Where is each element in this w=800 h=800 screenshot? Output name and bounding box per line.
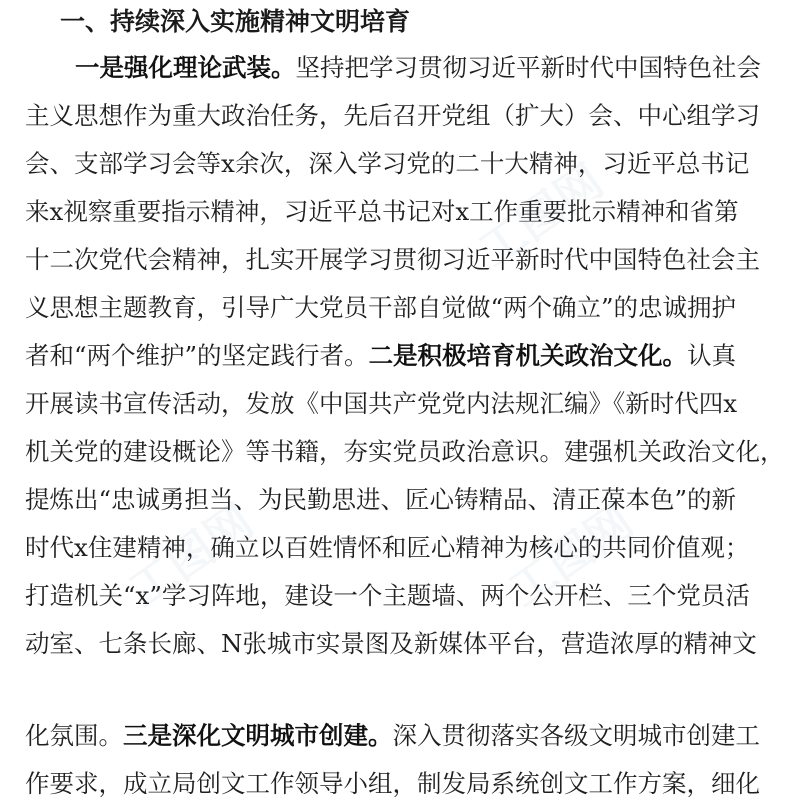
paragraph-line [25,484,785,516]
paragraph-line [75,52,785,84]
line-text: 动室、七条长廊、N张城市实景图及新媒体平台，营造浓厚的精神文 [25,629,757,658]
paragraph-line [25,292,785,324]
paragraph-line [25,768,785,800]
watermark: 工图网 [118,493,263,618]
line-text: 会、支部学习会等x余次，深入学习党的二十大精神，习近平总书记 [25,149,750,178]
line-text: 主义思想作为重大政治任务，先后召开党组（扩大）会、中心组学习 [25,101,760,130]
paragraph-line [25,720,785,752]
watermark: 工图网 [468,153,613,278]
line-text: 义思想主题教育，引导广大党员干部自觉做“两个确立”的忠诚拥护 [25,293,737,322]
paragraph-line [25,148,785,180]
watermark: 工图网 [498,493,643,618]
paragraph-line [25,244,785,276]
paragraph-line [25,532,785,564]
paragraph-line [25,436,785,468]
line-text: 作要求，成立局创文工作领导小组，制发局系统创文工作方案，细化 [25,769,760,798]
section-heading: 一、持续深入实施精神文明培育 [60,7,411,36]
line-text: 深入贯彻落实各级文明城市创建工 [392,721,760,750]
bold-lead: 三是深化文明城市创建。 [123,721,393,750]
paragraph-line [25,340,785,372]
line-text: 者和“两个维护”的坚定践行者。 [25,341,369,370]
line-text: 机关党的建设概论》等书籍，夯实党员政治意识。建强机关政治文化， [25,437,785,466]
paragraph-line [25,100,785,132]
line-text: 来x视察重要指示精神，习近平总书记对x工作重要批示精神和省第 [25,197,739,226]
line-text: 打造机关“x”学习阵地，建设一个主题墙、两个公开栏、三个党员活 [25,581,750,610]
bold-lead: 二是积极培育机关政治文化。 [368,341,688,370]
line-text: 提炼出“忠诚勇担当、为民勤思进、匠心铸精品、清正葆本色”的新 [25,485,737,514]
paragraph-line [25,580,785,612]
line-text: 十二次党代会精神，扎实开展学习贯彻习近平新时代中国特色社会主 [25,245,760,274]
line-text: 坚持把学习贯彻习近平新时代中国特色社会 [295,53,761,82]
bold-lead: 一是强化理论武装。 [75,53,296,82]
line-text: 化氛围。 [25,721,123,750]
line-text: 认真 [687,341,737,370]
line-text: 开展读书宣传活动，发放《中国共产党党内法规汇编》《新时代四x [25,389,738,418]
paragraph-line [25,628,785,660]
paragraph-line [25,388,785,420]
paragraph-line [25,196,785,228]
line-text: 时代x住建精神，确立以百姓情怀和匠心精神为核心的共同价值观； [25,533,750,562]
